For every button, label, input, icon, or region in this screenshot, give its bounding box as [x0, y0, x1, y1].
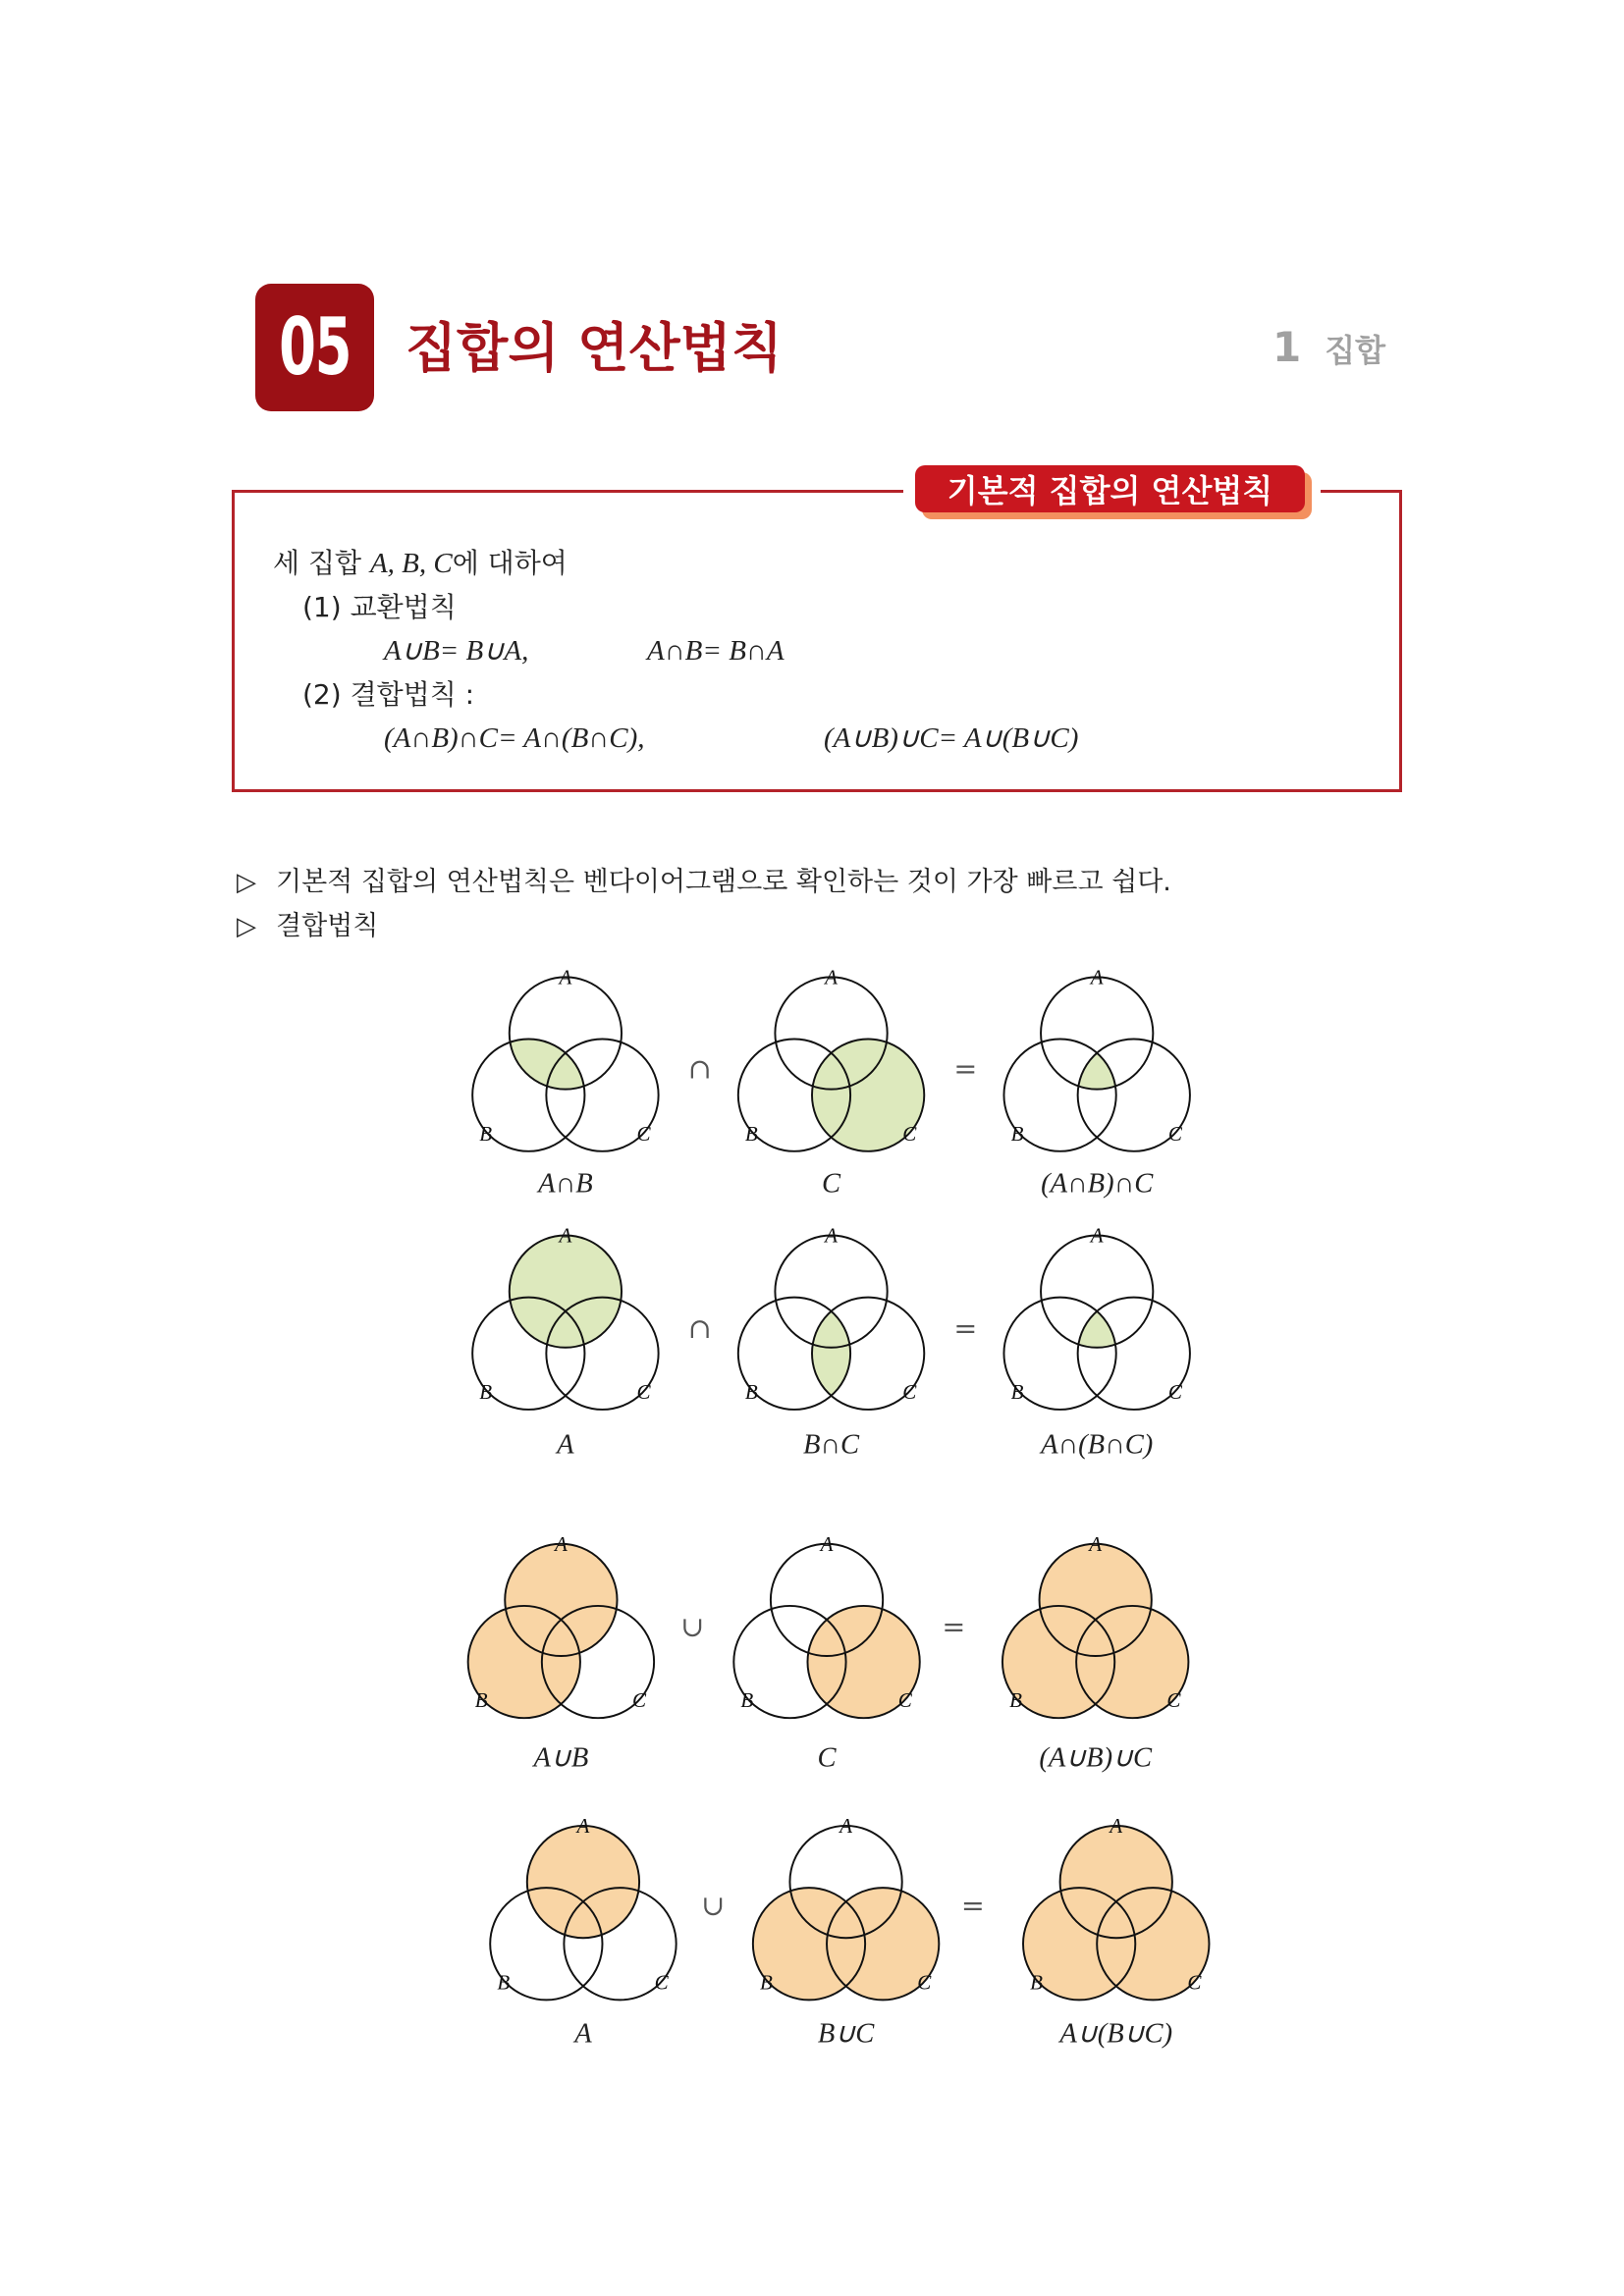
venn-caption: (A∩B)∩C [1041, 1168, 1154, 1200]
law1-formula-intersection: A∩B= B∩A [647, 635, 785, 667]
venn-caption: A∩B [538, 1168, 593, 1200]
venn-equals-sign: = [953, 1051, 978, 1086]
venn-circle-label-a: A [1089, 1531, 1103, 1556]
venn-circle-label-b: B [1010, 1121, 1024, 1146]
venn-circle-label-c: C [897, 1688, 912, 1713]
venn-circle-label-a: A [839, 1813, 853, 1838]
venn-circle-label-a: A [576, 1813, 590, 1838]
venn-circle-label-b: B [1009, 1688, 1022, 1713]
venn-row [472, 1224, 1190, 1461]
venn-equals-sign: = [953, 1311, 978, 1346]
venn-circle-label-a: A [559, 965, 572, 989]
venn-circle-label-b: B [479, 1379, 493, 1404]
venn-set-operator: ∪ [701, 1889, 726, 1923]
venn-set-operator: ∩ [687, 1051, 712, 1086]
box-tab-label: 기본적 집합의 연산법칙 [947, 472, 1273, 509]
venn-diagram [1003, 965, 1189, 1199]
bullet-marker: ▷ [237, 868, 256, 897]
venn-circle-label-c: C [902, 1379, 917, 1404]
venn-set-operator: ∩ [687, 1311, 712, 1346]
venn-caption: A∩(B∩C) [1041, 1429, 1154, 1461]
venn-caption: (A∪B)∪C [1039, 1742, 1153, 1774]
venn-circle-label-c: C [1167, 1379, 1182, 1404]
venn-row [490, 1814, 1209, 2050]
venn-circle-label-b: B [474, 1688, 488, 1713]
venn-circle-label-a: A [825, 965, 838, 989]
law2-label: (2) 결합법칙 : [302, 678, 475, 711]
venn-circle-label-a: A [825, 1223, 838, 1248]
venn-circle-label-a: A [554, 1531, 568, 1556]
bullet-text: 결합법칙 [276, 911, 379, 941]
venn-circle-label-b: B [759, 1970, 773, 1995]
venn-circle-label-a: A [1110, 1813, 1123, 1838]
law2-formula-union: (A∪B)∪C= A∪(B∪C) [824, 722, 1079, 754]
venn-set-operator: ∪ [680, 1609, 705, 1643]
bullet-marker: ▷ [237, 912, 256, 941]
venn-circle-label-a: A [559, 1223, 572, 1248]
chapter-number: 1 [1272, 323, 1302, 371]
venn-caption: C [817, 1742, 837, 1774]
venn-diagram [733, 1532, 919, 1774]
venn-caption: A∪(B∪C) [1059, 2018, 1173, 2050]
venn-diagram [472, 1224, 658, 1461]
venn-circle-label-b: B [1030, 1970, 1043, 1995]
venn-circle-label-c: C [902, 1121, 917, 1146]
law1-formula-union: A∪B= B∪A, [384, 635, 529, 667]
venn-circle-label-a: A [1090, 965, 1104, 989]
venn-circle-label-c: C [1167, 1121, 1182, 1146]
bullet-text: 기본적 집합의 연산법칙은 벤다이어그램으로 확인하는 것이 가장 빠르고 쉽다. [276, 867, 1171, 897]
venn-caption: B∩C [802, 1429, 860, 1461]
intro-math: A, B, C [369, 548, 453, 579]
venn-shaded-region [468, 1544, 618, 1718]
venn-diagram [738, 965, 924, 1199]
law2-formula-intersection: (A∩B)∩C= A∩(B∩C), [384, 722, 645, 754]
venn-shaded-region [1023, 1826, 1209, 2000]
venn-row [472, 965, 1190, 1199]
venn-circle-label-b: B [740, 1688, 754, 1713]
venn-circle-label-c: C [1187, 1970, 1202, 1995]
law1-label: (1) 교환법칙 [302, 591, 457, 623]
venn-shaded-region [1002, 1544, 1188, 1718]
venn-caption: A [557, 1429, 574, 1461]
intro-suffix: 에 대하여 [452, 547, 568, 579]
venn-caption: C [822, 1168, 841, 1200]
chapter-name: 집합 [1325, 332, 1386, 369]
venn-circle-label-b: B [744, 1379, 758, 1404]
venn-circle-label-c: C [654, 1970, 669, 1995]
venn-diagram [738, 1224, 924, 1461]
venn-circle-label-b: B [479, 1121, 493, 1146]
venn-diagram [490, 1814, 676, 2050]
venn-circle-label-c: C [917, 1970, 932, 1995]
venn-circle-label-b: B [1010, 1379, 1024, 1404]
venn-circle-label-c: C [636, 1379, 651, 1404]
venn-circle-label-c: C [1166, 1688, 1181, 1713]
venn-circle-label-c: C [632, 1688, 647, 1713]
venn-circle-label-a: A [1090, 1223, 1104, 1248]
venn-circle-label-b: B [497, 1970, 511, 1995]
venn-diagram [472, 965, 658, 1199]
venn-caption: B∪C [817, 2018, 875, 2050]
venn-diagram [753, 1814, 939, 2050]
venn-caption: A [574, 2018, 592, 2050]
venn-circle-label-b: B [744, 1121, 758, 1146]
venn-equals-sign: = [942, 1609, 966, 1643]
intro-prefix: 세 집합 [273, 547, 370, 579]
section-number: 05 [279, 301, 351, 393]
venn-row [468, 1532, 1189, 1774]
page-title: 집합의 연산법칙 [406, 317, 783, 379]
venn-diagram [1002, 1532, 1188, 1774]
venn-circle-label-a: A [820, 1531, 834, 1556]
venn-diagram [1003, 1224, 1189, 1461]
venn-caption: A∪B [533, 1742, 589, 1774]
venn-equals-sign: = [960, 1889, 985, 1923]
venn-circle-label-c: C [636, 1121, 651, 1146]
venn-diagram [468, 1532, 654, 1774]
venn-diagram [1023, 1814, 1209, 2050]
venn-shaded-region [753, 1888, 939, 2000]
